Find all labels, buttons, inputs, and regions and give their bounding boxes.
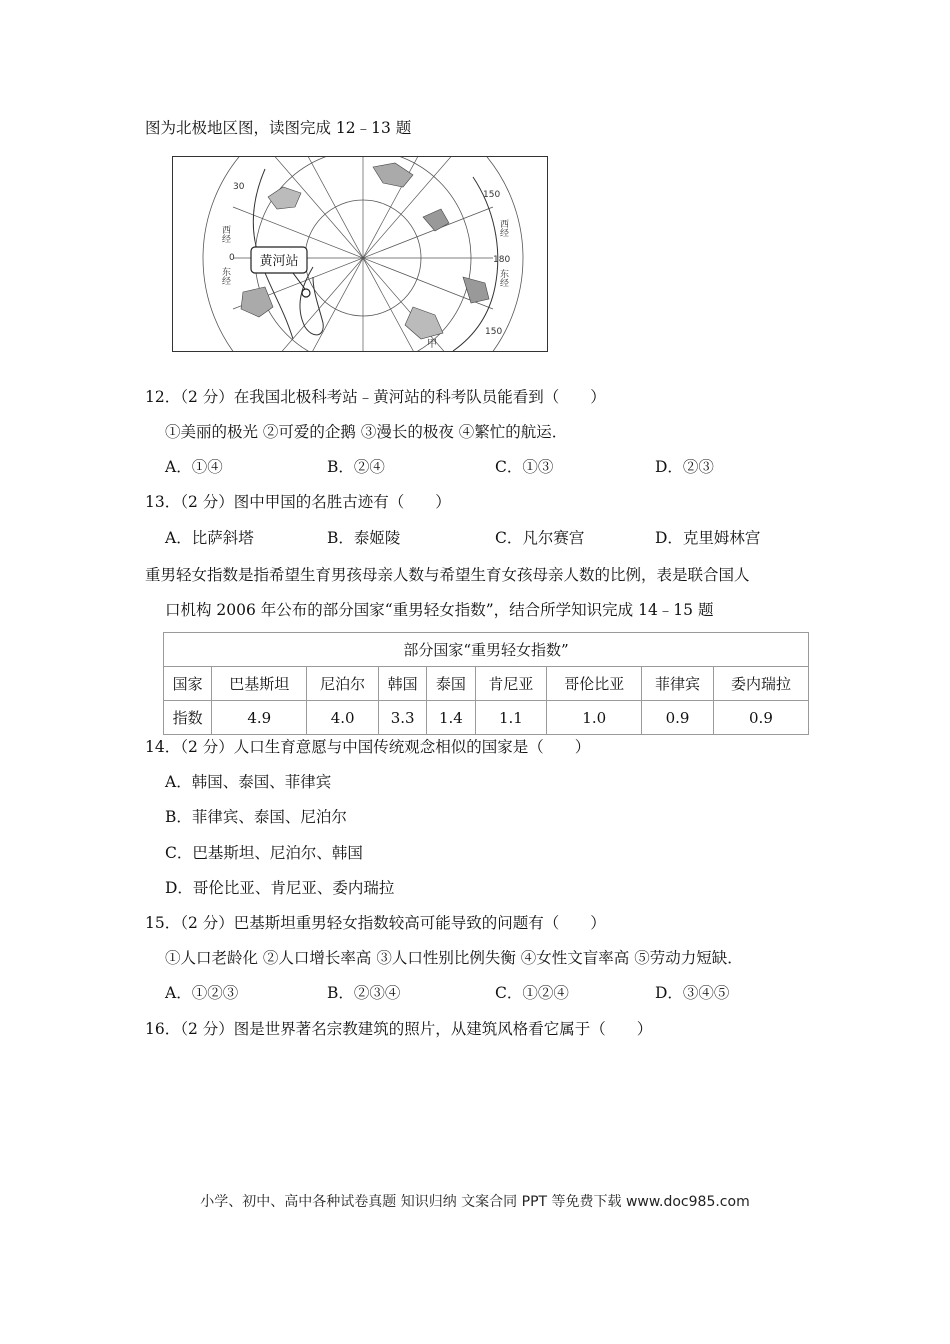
lon-180-label: 180: [493, 255, 511, 265]
q12-items: ①美丽的极光 ②可爱的企鹅 ③漫长的极夜 ④繁忙的航运．: [165, 423, 568, 441]
q12-option-c[interactable]: C．①③: [495, 458, 554, 476]
right-west-label: 西经: [498, 219, 508, 237]
son-preference-table: [163, 632, 809, 735]
q12-option-b[interactable]: B．②④: [327, 458, 385, 476]
row-header-index: 指数: [164, 701, 212, 735]
q15-option-a[interactable]: A．①②③: [165, 984, 239, 1002]
page-footer: 小学、初中、高中各种试卷真题 知识归纳 文案合同 PPT 等免费下载 www.doc985.com: [200, 1194, 750, 1210]
country-cell: 哥伦比亚: [547, 667, 642, 701]
country-cell: 巴基斯坦: [212, 667, 307, 701]
q14-option-b[interactable]: B．菲律宾、泰国、尼泊尔: [165, 808, 347, 826]
left-east-label: 东经: [220, 267, 230, 285]
index-cell: 1.4: [427, 701, 475, 735]
country-cell: 尼泊尔: [307, 667, 379, 701]
table-title: 部分国家“重男轻女指数”: [164, 633, 809, 667]
q12-option-a[interactable]: A．①④: [165, 458, 223, 476]
country-cell: 肯尼亚: [475, 667, 547, 701]
index-cell: 4.0: [307, 701, 379, 735]
table-intro-line1: 重男轻女指数是指希望生育男孩母亲人数与希望生育女孩母亲人数的比例，表是联合国人: [145, 566, 750, 584]
index-cell: 1.0: [547, 701, 642, 735]
country-cell: 委内瑞拉: [713, 667, 808, 701]
row-header-country: 国家: [164, 667, 212, 701]
country-cell: 泰国: [427, 667, 475, 701]
q13-option-d[interactable]: D．克里姆林宫: [655, 529, 761, 547]
country-cell: 菲律宾: [642, 667, 714, 701]
q13-option-c[interactable]: C．凡尔赛宫: [495, 529, 585, 547]
left-west-label: 西经: [220, 225, 230, 243]
q14-option-a[interactable]: A．韩国、泰国、菲律宾: [165, 773, 332, 791]
q14-option-c[interactable]: C．巴基斯坦、尼泊尔、韩国: [165, 844, 363, 862]
q16-stem: 16．（2 分）图是世界著名宗教建筑的照片，从建筑风格看它属于（ ）: [145, 1020, 653, 1038]
table-intro-line2: 口机构 2006 年公布的部分国家“重男轻女指数”，结合所学知识完成 14﹣15 题: [165, 601, 714, 619]
q14-option-d[interactable]: D．哥伦比亚、肯尼亚、委内瑞拉: [165, 879, 395, 897]
q15-stem: 15．（2 分）巴基斯坦重男轻女指数较高可能导致的问题有（ ）: [145, 914, 606, 932]
q13-stem: 13．（2 分）图中甲国的名胜古迹有（ ）: [145, 493, 451, 511]
q15-option-d[interactable]: D．③④⑤: [655, 984, 730, 1002]
q13-option-a[interactable]: A．比萨斜塔: [165, 529, 254, 547]
q15-option-c[interactable]: C．①②④: [495, 984, 569, 1002]
lon-0-label: 0: [229, 253, 235, 263]
q15-items: ①人口老龄化 ②人口增长率高 ③人口性别比例失衡 ④女性文盲率高 ⑤劳动力短缺．: [165, 949, 743, 967]
q12-option-d[interactable]: D．②③: [655, 458, 714, 476]
right-east-label: 东经: [498, 269, 508, 287]
index-cell: 1.1: [475, 701, 547, 735]
jia-label: 甲: [427, 339, 437, 350]
q15-option-b[interactable]: B．②③④: [327, 984, 401, 1002]
station-label: 黄河站: [259, 254, 299, 269]
index-cell: 3.3: [378, 701, 426, 735]
q14-stem: 14．（2 分）人口生育意愿与中国传统观念相似的国家是（ ）: [145, 738, 591, 756]
map-intro: 图为北极地区图，读图完成 12﹣13 题: [145, 119, 412, 137]
index-cell: 4.9: [212, 701, 307, 735]
q13-option-b[interactable]: B．泰姬陵: [327, 529, 401, 547]
q12-stem: 12．（2 分）在我国北极科考站﹣黄河站的科考队员能看到（ ）: [145, 388, 606, 406]
index-cell: 0.9: [642, 701, 714, 735]
index-cell: 0.9: [713, 701, 808, 735]
country-cell: 韩国: [378, 667, 426, 701]
arctic-map: [172, 156, 548, 352]
lon-150-top-label: 150: [483, 190, 501, 200]
lon-150-bottom-label: 150: [485, 327, 503, 337]
lon-30-label: 30: [233, 182, 245, 192]
station-marker: [302, 289, 310, 297]
